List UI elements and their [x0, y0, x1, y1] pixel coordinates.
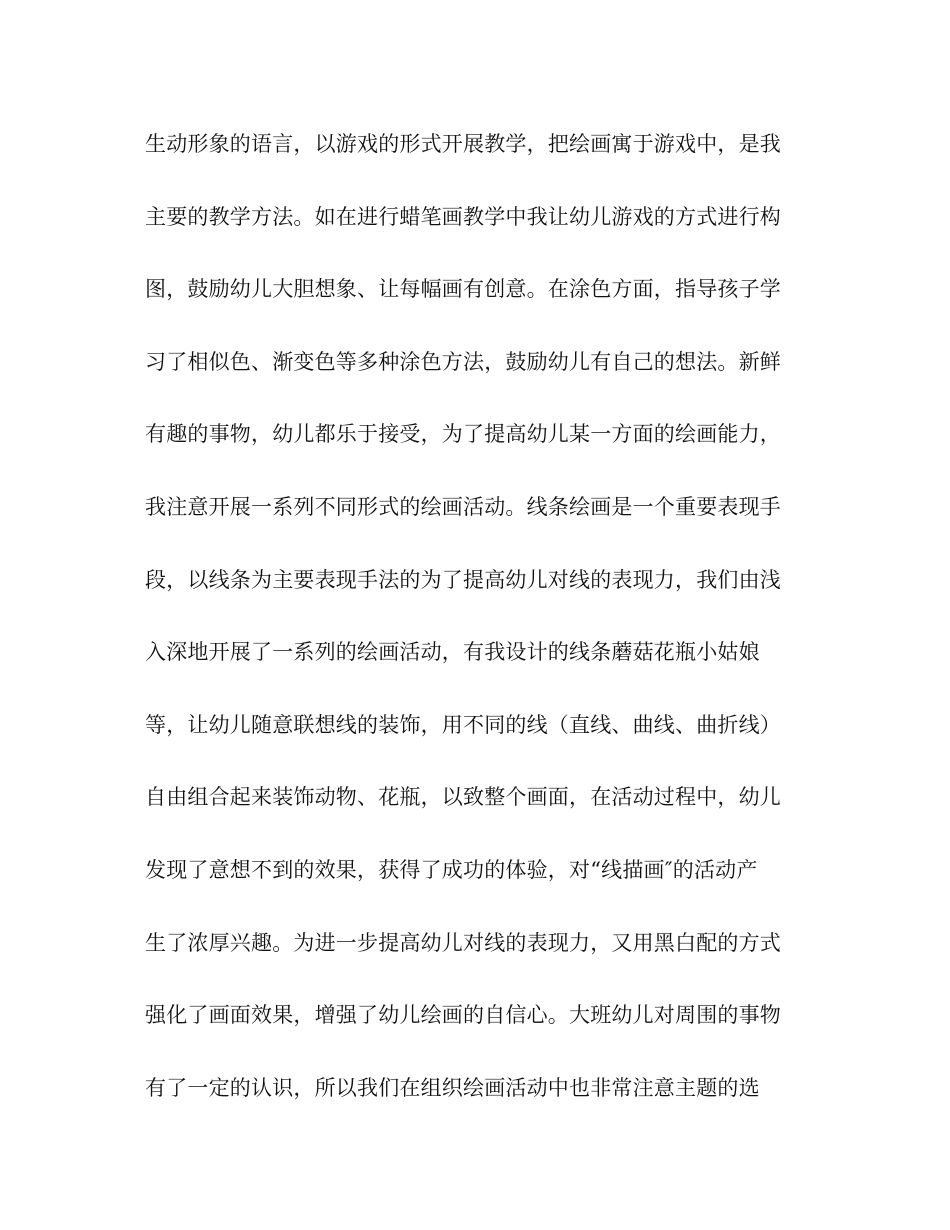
text-line: 有了一定的认识，所以我们在组织绘画活动中也非常注意主题的选	[145, 1075, 760, 1100]
text-line: 有趣的事物，幼儿都乐于接受，为了提高幼儿某一方面的绘画能力，	[145, 422, 781, 447]
text-line: 习了相似色、渐变色等多种涂色方法，鼓励幼儿有自己的想法。新鲜	[145, 349, 781, 374]
text-line: 生了浓厚兴趣。为进一步提高幼儿对线的表现力，又用黑白配的方式	[145, 930, 781, 955]
text-line: 自由组合起来装饰动物、花瓶，以致整个画面，在活动过程中，幼儿	[145, 785, 781, 810]
text-line: 等，让幼儿随意联想线的装饰，用不同的线（直线、曲线、曲折线）	[145, 712, 781, 737]
text-line: 发现了意想不到的效果，获得了成功的体验，对“线描画″的活动产	[145, 857, 758, 882]
text-line: 入深地开展了一系列的绘画活动，有我设计的线条蘑菇花瓶小姑娘	[145, 640, 760, 665]
text-line: 强化了画面效果，增强了幼儿绘画的自信心。大班幼儿对周围的事物	[145, 1003, 781, 1028]
text-line: 段，以线条为主要表现手法的为了提高幼儿对线的表现力，我们由浅	[145, 567, 781, 592]
text-line: 主要的教学方法。如在进行蜡笔画教学中我让幼儿游戏的方式进行构	[145, 204, 781, 229]
text-line: 我注意开展一系列不同形式的绘画活动。线条绘画是一个重要表现手	[145, 494, 781, 519]
body-text	[145, 122, 815, 1138]
text-line: 图，鼓励幼儿大胆想象、让每幅画有创意。在涂色方面，指导孩子学	[145, 277, 781, 302]
text-line: 生动形象的语言，以游戏的形式开展教学，把绘画寓于游戏中，是我	[145, 132, 781, 156]
